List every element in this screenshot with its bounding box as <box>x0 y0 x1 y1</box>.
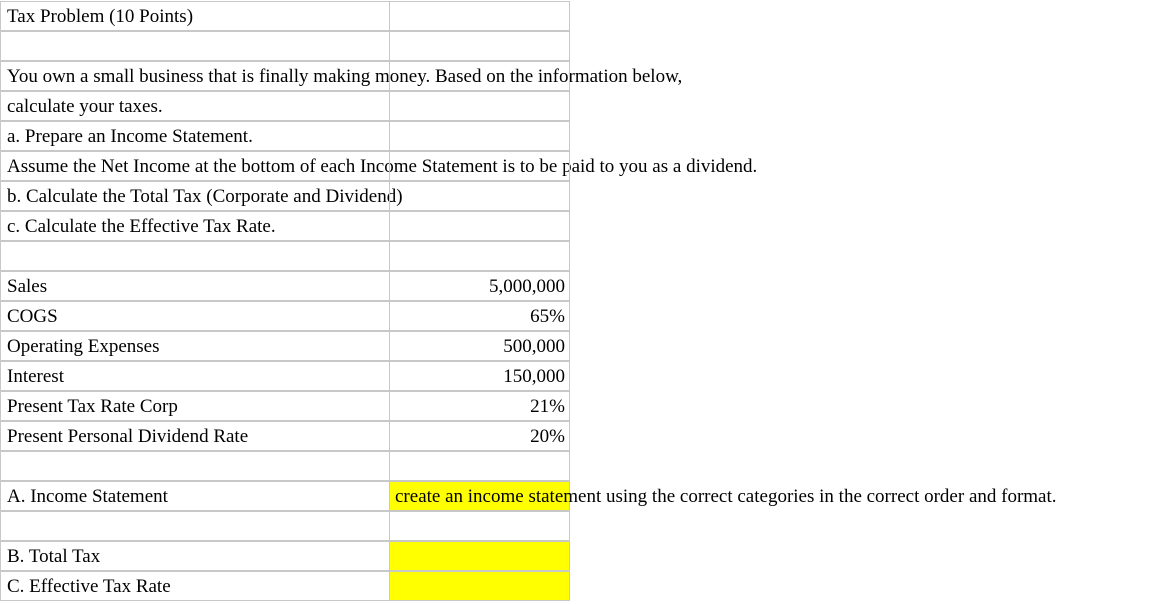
sheet-row <box>0 271 570 301</box>
cell-b7[interactable] <box>389 181 570 211</box>
income-statement-instruction: create an income statement using the correct categories in the correct order and format. <box>395 486 1057 507</box>
cell-title[interactable] <box>0 1 389 31</box>
sheet-row <box>0 61 683 91</box>
cell-b3[interactable] <box>389 61 570 91</box>
cell-a9[interactable] <box>0 241 389 271</box>
sheet-row <box>0 181 570 211</box>
cell-div-rate-label[interactable] <box>0 421 389 451</box>
cell-opex-label[interactable] <box>0 331 389 361</box>
sheet-row <box>0 391 570 421</box>
task-a-text: a. Prepare an Income Statement. <box>7 126 253 147</box>
cell-b18[interactable] <box>389 511 570 541</box>
intro-text-1: You own a small business that is finally making money. Based on the information below, <box>7 66 683 87</box>
sheet-row <box>0 151 758 181</box>
sheet-row <box>0 571 570 601</box>
cell-assumption[interactable] <box>0 151 758 181</box>
sheet-row <box>0 91 570 121</box>
cell-b1[interactable] <box>389 1 570 31</box>
sheet-row <box>0 361 570 391</box>
cogs-value: 65% <box>530 306 565 327</box>
sales-value: 5,000,000 <box>489 276 565 297</box>
cell-corp-rate-value[interactable] <box>389 391 570 421</box>
corp-rate-value: 21% <box>530 396 565 417</box>
cell-cogs-label[interactable] <box>0 301 389 331</box>
sheet-row <box>0 481 1057 511</box>
cell-intro-2[interactable] <box>0 91 389 121</box>
sheet-row <box>0 451 570 481</box>
sheet-row <box>0 121 570 151</box>
dividend-rate-value: 20% <box>530 426 565 447</box>
sheet-row <box>0 1 570 31</box>
sheet-row <box>0 511 570 541</box>
cell-a18[interactable] <box>0 511 389 541</box>
cell-effective-rate-answer[interactable] <box>389 571 570 601</box>
cell-task-b[interactable] <box>0 181 403 211</box>
sheet-row <box>0 301 570 331</box>
cell-b16[interactable] <box>389 451 570 481</box>
cell-b5[interactable] <box>389 121 570 151</box>
cell-opex-value[interactable] <box>389 331 570 361</box>
sheet-row <box>0 241 570 271</box>
cell-b8[interactable] <box>389 211 570 241</box>
cell-income-statement-label[interactable] <box>0 481 389 511</box>
opex-value: 500,000 <box>503 336 565 357</box>
cell-intro-1[interactable] <box>0 61 683 91</box>
cogs-label: COGS <box>7 306 58 327</box>
cell-task-a[interactable] <box>0 121 389 151</box>
cell-cogs-value[interactable] <box>389 301 570 331</box>
cell-total-tax-answer[interactable] <box>389 541 570 571</box>
cell-income-statement-answer[interactable] <box>389 481 1057 511</box>
corp-rate-label: Present Tax Rate Corp <box>7 396 178 417</box>
interest-label: Interest <box>7 366 64 387</box>
income-statement-label: A. Income Statement <box>7 486 168 507</box>
task-b-text: b. Calculate the Total Tax (Corporate and Dividend) <box>7 186 403 207</box>
cell-b9[interactable] <box>389 241 570 271</box>
opex-label: Operating Expenses <box>7 336 160 357</box>
total-tax-label: B. Total Tax <box>7 546 101 567</box>
sheet-row <box>0 211 570 241</box>
title-text: Tax Problem (10 Points) <box>7 6 194 27</box>
sales-label: Sales <box>7 276 48 297</box>
cell-a16[interactable] <box>0 451 389 481</box>
cell-sales-label[interactable] <box>0 271 389 301</box>
effective-rate-label: C. Effective Tax Rate <box>7 576 171 597</box>
task-c-text: c. Calculate the Effective Tax Rate. <box>7 216 276 237</box>
cell-interest-value[interactable] <box>389 361 570 391</box>
cell-corp-rate-label[interactable] <box>0 391 389 421</box>
cell-b4[interactable] <box>389 91 570 121</box>
interest-value: 150,000 <box>503 366 565 387</box>
cell-div-rate-value[interactable] <box>389 421 570 451</box>
cell-b2[interactable] <box>389 31 570 61</box>
assumption-text: Assume the Net Income at the bottom of each Income Statement is to be paid to you as a dividend. <box>7 156 758 177</box>
cell-effective-rate-label[interactable] <box>0 571 389 601</box>
sheet-row <box>0 31 570 61</box>
sheet-row <box>0 421 570 451</box>
cell-b6[interactable] <box>389 151 570 181</box>
cell-interest-label[interactable] <box>0 361 389 391</box>
intro-text-2: calculate your taxes. <box>7 96 163 117</box>
cell-total-tax-label[interactable] <box>0 541 389 571</box>
dividend-rate-label: Present Personal Dividend Rate <box>7 426 249 447</box>
cell-a2[interactable] <box>0 31 389 61</box>
cell-task-c[interactable] <box>0 211 389 241</box>
cell-sales-value[interactable] <box>389 271 570 301</box>
sheet-row <box>0 331 570 361</box>
sheet-row <box>0 541 570 571</box>
